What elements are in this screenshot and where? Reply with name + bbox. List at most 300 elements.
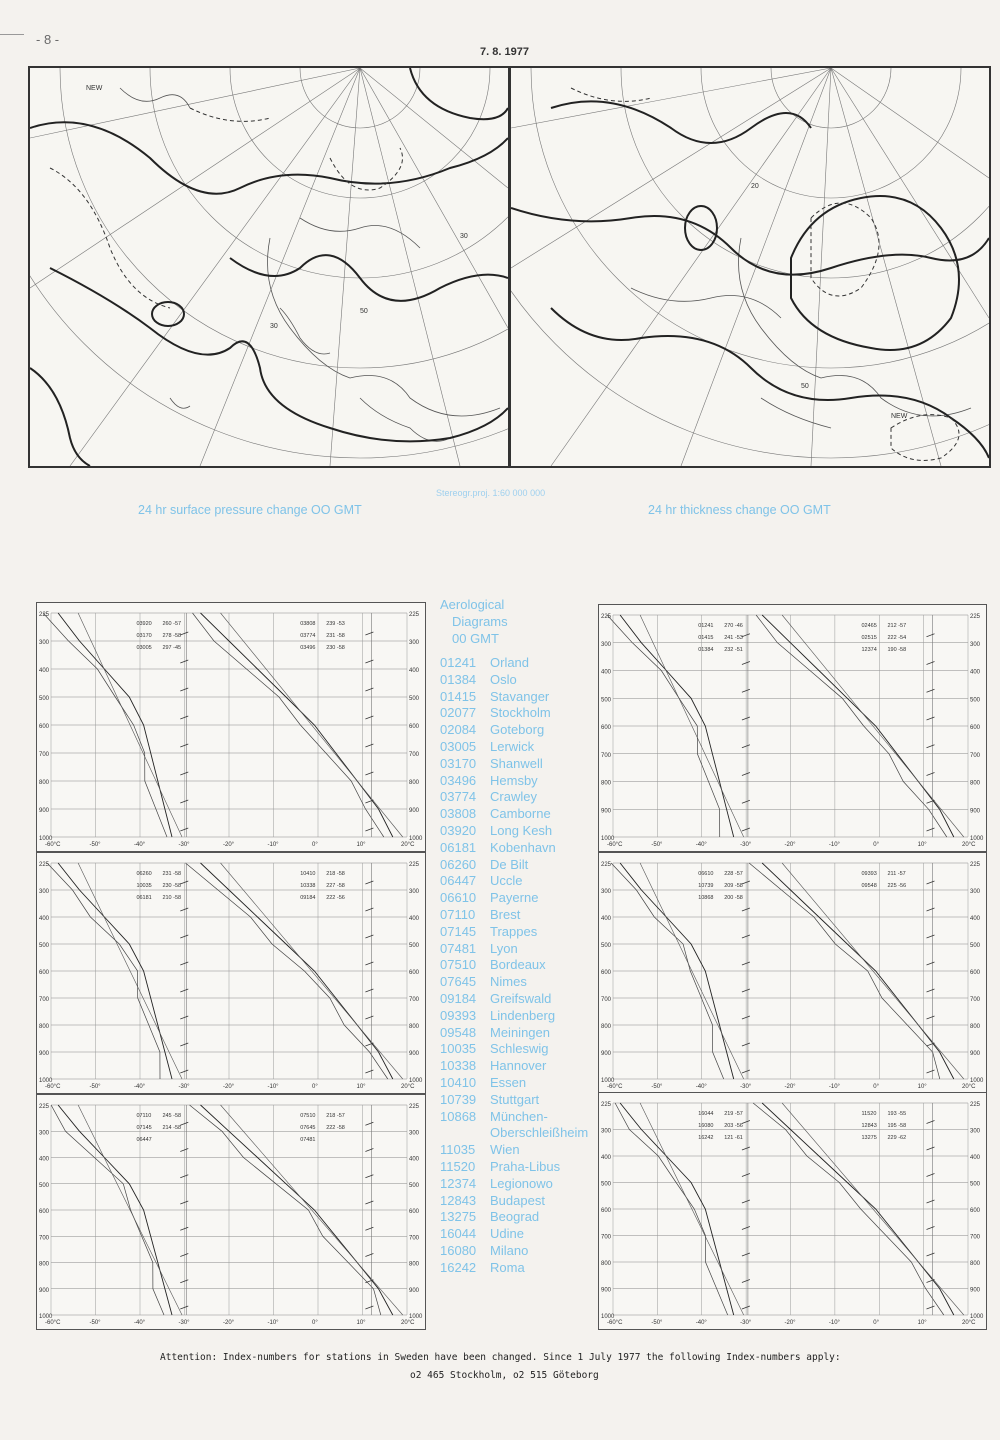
pressure-label: 225 bbox=[409, 612, 420, 618]
pressure-label: 900 bbox=[409, 1051, 420, 1057]
station-name: Goteborg bbox=[490, 722, 545, 738]
pressure-label: 800 bbox=[39, 1024, 50, 1030]
station-number: 07110 bbox=[440, 906, 476, 922]
station-number: 13275 bbox=[440, 1209, 477, 1225]
station-number: 12374 bbox=[440, 1175, 477, 1191]
inset-value: 218 -58 bbox=[326, 871, 345, 877]
temperature-label: -10° bbox=[828, 842, 840, 848]
inset-station: 06447 bbox=[136, 1137, 152, 1143]
station-row bbox=[440, 705, 592, 722]
inset-value: 228 -57 bbox=[724, 871, 743, 877]
temperature-label: 0° bbox=[312, 1320, 318, 1326]
pressure-label: 400 bbox=[39, 668, 50, 674]
pressure-label: 900 bbox=[39, 1287, 50, 1294]
wind-barb bbox=[365, 828, 373, 831]
svg-text:30: 30 bbox=[270, 323, 278, 330]
inset-station: 09393 bbox=[861, 871, 877, 877]
pressure-label: 700 bbox=[601, 752, 612, 759]
station-row bbox=[440, 739, 592, 756]
pressure-label: 600 bbox=[39, 1209, 50, 1215]
inset-station: 03005 bbox=[136, 645, 152, 651]
inset-station: 06181 bbox=[136, 895, 152, 901]
temperature-label: -30° bbox=[740, 1320, 752, 1326]
pressure-label: 400 bbox=[601, 1155, 612, 1161]
pressure-label: 700 bbox=[970, 997, 981, 1003]
pressure-label: 800 bbox=[601, 1261, 612, 1267]
station-name: Roma bbox=[490, 1259, 525, 1275]
station-number: 10739 bbox=[440, 1091, 477, 1107]
station-number: 02084 bbox=[440, 722, 477, 738]
pressure-label: 300 bbox=[970, 641, 981, 648]
pressure-label: 700 bbox=[970, 752, 981, 759]
pressure-label: 600 bbox=[970, 725, 981, 731]
svg-text:30: 30 bbox=[460, 233, 468, 240]
temperature-label: -50° bbox=[89, 1320, 101, 1326]
station-number: 07510 bbox=[440, 957, 477, 973]
pressure-label: 800 bbox=[409, 1261, 420, 1268]
wind-barb bbox=[365, 1149, 373, 1152]
wind-barb bbox=[365, 632, 373, 635]
station-number: 03005 bbox=[440, 738, 477, 754]
station-name: De Bilt bbox=[490, 856, 529, 872]
station-row bbox=[440, 1008, 592, 1025]
inset-station: 10338 bbox=[300, 883, 316, 889]
inset-station: 07481 bbox=[300, 1137, 316, 1143]
pressure-label: 700 bbox=[39, 752, 50, 758]
aerological-diagram bbox=[36, 602, 426, 852]
inset-value: 270 -46 bbox=[724, 623, 743, 629]
temperature-label: -40° bbox=[134, 1084, 146, 1090]
station-name: Hannover bbox=[490, 1058, 547, 1074]
wind-barb bbox=[365, 800, 373, 803]
pressure-label: 600 bbox=[970, 970, 981, 976]
inset-station: 03496 bbox=[300, 645, 316, 651]
station-number: 16242 bbox=[440, 1259, 477, 1275]
station-number: 07481 bbox=[440, 940, 477, 956]
temperature-label: -60°C bbox=[607, 1084, 623, 1090]
station-name: Legionowo bbox=[490, 1175, 553, 1191]
temperature-label: -20° bbox=[223, 1320, 235, 1326]
pressure-label: 500 bbox=[970, 943, 981, 949]
wind-barb bbox=[927, 773, 935, 776]
station-row bbox=[440, 890, 592, 907]
pressure-label: 225 bbox=[409, 862, 420, 868]
pressure-label: 225 bbox=[970, 614, 981, 620]
station-number: 03808 bbox=[440, 806, 477, 822]
station-name: Oberschleißheim bbox=[490, 1125, 589, 1141]
pressure-label: 900 bbox=[601, 1287, 612, 1294]
pressure-label: 225 bbox=[39, 612, 50, 618]
temperature-label: -20° bbox=[223, 1084, 235, 1090]
temperature-label: -30° bbox=[178, 1084, 190, 1090]
pressure-label: 700 bbox=[601, 997, 612, 1003]
pressure-label: 800 bbox=[601, 1024, 612, 1030]
temperature-label: -40° bbox=[134, 1320, 146, 1326]
surface-pressure-map-drawing bbox=[30, 68, 508, 466]
station-name: Stockholm bbox=[490, 705, 551, 721]
station-row bbox=[440, 1075, 592, 1092]
legend-title-line: Aerological bbox=[440, 597, 505, 612]
station-legend bbox=[440, 596, 592, 1276]
inset-value: 230 -58 bbox=[326, 645, 345, 651]
temperature-label: 0° bbox=[312, 1084, 318, 1090]
station-row bbox=[440, 756, 592, 773]
pressure-label: 1000 bbox=[601, 1314, 615, 1320]
wind-barb bbox=[365, 1254, 373, 1257]
wind-barb bbox=[365, 716, 373, 719]
station-name: Uccle bbox=[490, 873, 523, 889]
temperature-label: -10° bbox=[267, 1084, 279, 1090]
pressure-label: 500 bbox=[970, 1181, 981, 1188]
temperature-label: 10° bbox=[917, 1084, 927, 1090]
inset-value: 239 -53 bbox=[326, 621, 345, 627]
temperature-label: -30° bbox=[740, 842, 752, 848]
inset-value: 195 -58 bbox=[887, 1123, 907, 1129]
inset-station: 03920 bbox=[136, 621, 152, 627]
pressure-label: 600 bbox=[601, 1208, 612, 1214]
station-row bbox=[440, 991, 592, 1008]
temperature-label: -20° bbox=[784, 1320, 796, 1326]
station-row bbox=[440, 957, 592, 974]
station-name: Stuttgart bbox=[490, 1091, 540, 1107]
temperature-label: -20° bbox=[223, 842, 235, 848]
pressure-label: 500 bbox=[601, 697, 612, 704]
temperature-label: -60°C bbox=[45, 1320, 61, 1326]
temperature-label: -40° bbox=[695, 842, 707, 848]
pressure-label: 225 bbox=[601, 1102, 612, 1108]
inset-value: 222 -58 bbox=[326, 1125, 345, 1131]
station-number: 06181 bbox=[440, 839, 477, 855]
temperature-label: -60°C bbox=[607, 1320, 623, 1326]
station-name: Wien bbox=[490, 1142, 520, 1158]
station-row bbox=[440, 1260, 592, 1277]
inset-value: 245 -58 bbox=[162, 1113, 182, 1119]
pressure-label: 500 bbox=[409, 1182, 420, 1189]
inset-value: 219 -57 bbox=[724, 1111, 743, 1117]
station-row bbox=[440, 1193, 592, 1210]
station-name: Brest bbox=[490, 906, 521, 922]
temperature-label: -50° bbox=[651, 842, 663, 848]
inset-value: 210 -58 bbox=[162, 895, 182, 901]
pressure-label: 600 bbox=[970, 1208, 981, 1214]
temperature-label: 10° bbox=[917, 842, 927, 848]
temperature-label: -60°C bbox=[45, 842, 61, 848]
wind-barb bbox=[365, 1175, 373, 1178]
station-number: 06260 bbox=[440, 856, 477, 872]
aerological-diagram bbox=[598, 604, 987, 852]
pressure-label: 400 bbox=[970, 916, 981, 922]
station-number: 01241 bbox=[440, 655, 477, 670]
station-number: 16044 bbox=[440, 1226, 477, 1242]
pressure-label: 300 bbox=[409, 1130, 420, 1137]
pressure-label: 800 bbox=[409, 780, 420, 786]
pressure-label: 600 bbox=[409, 1209, 420, 1215]
temperature-label: 20°C bbox=[962, 1084, 976, 1090]
pressure-label: 225 bbox=[601, 614, 612, 620]
pressure-label: 500 bbox=[39, 696, 50, 702]
diagram-svg bbox=[37, 603, 425, 851]
station-row bbox=[440, 655, 592, 672]
legend-title-line: Diagrams bbox=[452, 614, 508, 629]
pressure-label: 1000 bbox=[970, 836, 984, 842]
pressure-label: 400 bbox=[601, 916, 612, 922]
pressure-label: 1000 bbox=[601, 836, 615, 842]
pressure-label: 300 bbox=[39, 640, 50, 646]
svg-text:NEW: NEW bbox=[86, 85, 103, 92]
wind-barb bbox=[927, 1121, 935, 1124]
svg-text:50: 50 bbox=[801, 383, 809, 390]
wind-barb bbox=[365, 1122, 373, 1125]
pressure-label: 700 bbox=[601, 1234, 612, 1241]
thickness-change-map bbox=[509, 66, 991, 468]
station-number: 07645 bbox=[440, 974, 477, 990]
wind-barb bbox=[927, 1070, 935, 1073]
temperature-label: 10° bbox=[356, 1320, 366, 1326]
station-row bbox=[440, 873, 592, 890]
station-name: Praha-Libus bbox=[490, 1158, 561, 1174]
wind-barb bbox=[365, 1016, 373, 1019]
station-number: 11520 bbox=[440, 1158, 476, 1174]
aerological-diagram bbox=[598, 852, 987, 1094]
wind-barb bbox=[927, 745, 935, 748]
wind-barb bbox=[365, 908, 373, 911]
temperature-label: -20° bbox=[784, 1084, 796, 1090]
pressure-label: 700 bbox=[409, 997, 420, 1003]
wind-barb bbox=[365, 1227, 373, 1230]
wind-barb bbox=[365, 962, 373, 965]
wind-barb bbox=[365, 935, 373, 938]
inset-station: 09184 bbox=[300, 895, 316, 901]
wind-barb bbox=[927, 717, 935, 720]
pressure-label: 1000 bbox=[39, 1314, 53, 1320]
pressure-label: 225 bbox=[970, 862, 981, 868]
station-name: Payerne bbox=[490, 890, 539, 906]
pressure-label: 900 bbox=[970, 808, 981, 815]
station-number: 09184 bbox=[440, 990, 477, 1006]
pressure-label: 400 bbox=[970, 1155, 981, 1161]
projection-label: Stereogr.proj. 1:60 000 000 bbox=[436, 488, 546, 498]
inset-value: 231 -58 bbox=[326, 633, 345, 639]
wind-barb bbox=[927, 689, 935, 692]
temperature-label: -10° bbox=[828, 1320, 840, 1326]
station-name: Stavanger bbox=[490, 688, 550, 704]
pressure-label: 700 bbox=[409, 752, 420, 758]
pressure-label: 800 bbox=[970, 1261, 981, 1267]
pressure-label: 600 bbox=[39, 724, 50, 730]
pressure-label: 225 bbox=[39, 862, 50, 868]
inset-station: 07645 bbox=[300, 1125, 316, 1131]
pressure-label: 1000 bbox=[601, 1078, 615, 1084]
aerological-diagram bbox=[598, 1092, 987, 1330]
inset-station: 03808 bbox=[300, 621, 316, 627]
pressure-label: 700 bbox=[970, 1234, 981, 1241]
station-row bbox=[440, 1025, 592, 1042]
station-name: Kobenhavn bbox=[490, 839, 556, 855]
wind-barb bbox=[927, 1253, 935, 1256]
station-name: Greifswald bbox=[490, 990, 552, 1006]
inset-station: 12843 bbox=[861, 1123, 877, 1129]
inset-value: 211 -57 bbox=[887, 871, 906, 877]
inset-station: 01384 bbox=[698, 647, 714, 653]
station-number: 03496 bbox=[440, 772, 477, 788]
station-number: 10035 bbox=[440, 1041, 477, 1057]
inset-value: 212 -57 bbox=[887, 623, 907, 629]
inset-value: 241 -53 bbox=[724, 635, 743, 641]
inset-value: 209 -58 bbox=[724, 883, 743, 889]
wind-barb bbox=[927, 1016, 935, 1019]
wind-barb bbox=[365, 772, 373, 775]
station-number: 09393 bbox=[440, 1007, 477, 1023]
station-name: Meiningen bbox=[490, 1024, 550, 1040]
svg-text:NEW: NEW bbox=[891, 413, 908, 420]
station-name: Shanwell bbox=[490, 755, 543, 771]
diagram-svg bbox=[37, 853, 425, 1093]
pressure-label: 400 bbox=[970, 669, 981, 676]
pressure-label: 400 bbox=[409, 1156, 420, 1163]
station-number: 07145 bbox=[440, 923, 477, 939]
inset-value: 297 -45 bbox=[162, 645, 182, 651]
temperature-label: -10° bbox=[828, 1084, 840, 1090]
station-row bbox=[440, 789, 592, 806]
diagram-svg bbox=[599, 605, 986, 851]
inset-station: 16044 bbox=[698, 1111, 714, 1117]
temperature-label: -10° bbox=[267, 842, 279, 848]
inset-station: 01241 bbox=[698, 623, 714, 629]
pressure-label: 225 bbox=[39, 1104, 50, 1110]
pressure-label: 400 bbox=[409, 668, 420, 674]
inset-station: 02465 bbox=[861, 623, 877, 629]
wind-barb bbox=[927, 989, 935, 992]
wind-barb bbox=[927, 935, 935, 938]
wind-barb bbox=[927, 1147, 935, 1150]
temperature-label: -50° bbox=[651, 1320, 663, 1326]
station-row bbox=[440, 1125, 592, 1142]
inset-value: 227 -58 bbox=[326, 883, 345, 889]
station-number: 06610 bbox=[440, 890, 477, 906]
temperature-label: 10° bbox=[356, 842, 366, 848]
inset-station: 10868 bbox=[698, 895, 714, 901]
diagram-svg bbox=[37, 1095, 425, 1329]
temperature-label: -30° bbox=[178, 842, 190, 848]
pressure-label: 1000 bbox=[39, 836, 53, 842]
inset-value: 203 -56 bbox=[724, 1123, 743, 1129]
pressure-label: 400 bbox=[601, 669, 612, 676]
pressure-label: 300 bbox=[409, 640, 420, 646]
station-name: Crawley bbox=[490, 789, 537, 805]
inset-value: 229 -62 bbox=[887, 1135, 907, 1141]
inset-station: 07145 bbox=[136, 1125, 152, 1131]
wind-barb bbox=[927, 962, 935, 965]
station-row bbox=[440, 1209, 592, 1226]
inset-value: 190 -58 bbox=[887, 647, 907, 653]
pressure-label: 300 bbox=[601, 1128, 612, 1135]
pressure-label: 900 bbox=[970, 1287, 981, 1294]
station-row bbox=[440, 1041, 592, 1058]
wind-barb bbox=[365, 1201, 373, 1204]
station-name: Beograd bbox=[490, 1209, 540, 1225]
pressure-label: 600 bbox=[601, 725, 612, 731]
pressure-label: 600 bbox=[409, 724, 420, 730]
pressure-label: 900 bbox=[601, 1051, 612, 1057]
pressure-label: 300 bbox=[409, 889, 420, 895]
wind-barb bbox=[365, 1306, 373, 1309]
wind-barb bbox=[927, 828, 935, 831]
station-row bbox=[440, 907, 592, 924]
inset-station: 10035 bbox=[136, 883, 152, 889]
station-row bbox=[440, 1226, 592, 1243]
pressure-label: 225 bbox=[601, 862, 612, 868]
pressure-label: 500 bbox=[39, 943, 50, 949]
station-number: 16080 bbox=[440, 1242, 477, 1258]
station-name: Trappes bbox=[490, 923, 538, 939]
pressure-label: 600 bbox=[39, 970, 50, 976]
station-name: Udine bbox=[490, 1226, 524, 1242]
station-row bbox=[440, 1243, 592, 1260]
inset-value: 278 -58 bbox=[162, 633, 182, 639]
inset-value: 232 -51 bbox=[724, 647, 743, 653]
station-row bbox=[440, 773, 592, 790]
station-row bbox=[440, 1159, 592, 1176]
pressure-label: 1000 bbox=[409, 1314, 423, 1320]
station-name: München- bbox=[490, 1108, 548, 1124]
pressure-label: 800 bbox=[601, 780, 612, 787]
station-name: Essen bbox=[490, 1074, 527, 1090]
station-list bbox=[440, 655, 592, 1276]
pressure-label: 400 bbox=[39, 916, 50, 922]
footer-notice: Attention: Index-numbers for stations in Sweden have been changed. Since 1 July 1977 the following Index-numbers apply: bbox=[160, 1352, 841, 1363]
inset-station: 13275 bbox=[861, 1135, 877, 1141]
temperature-label: 0° bbox=[873, 1320, 879, 1326]
temperature-label: -50° bbox=[651, 1084, 663, 1090]
station-number: 01384 bbox=[440, 671, 477, 687]
station-row bbox=[440, 1058, 592, 1075]
station-name: Hemsby bbox=[490, 772, 538, 788]
inset-station: 03774 bbox=[300, 633, 316, 639]
inset-value: 222 -54 bbox=[887, 635, 907, 641]
temperature-label: -40° bbox=[695, 1320, 707, 1326]
station-number: 10410 bbox=[440, 1074, 477, 1090]
pressure-label: 800 bbox=[39, 780, 50, 786]
inset-station: 11520 bbox=[861, 1111, 877, 1117]
temperature-label: -30° bbox=[178, 1320, 190, 1326]
pressure-label: 900 bbox=[970, 1051, 981, 1057]
pressure-label: 700 bbox=[409, 1235, 420, 1242]
inset-value: 200 -58 bbox=[724, 895, 743, 901]
inset-station: 09548 bbox=[861, 883, 877, 889]
station-name: Schleswig bbox=[490, 1041, 549, 1057]
wind-barb bbox=[927, 634, 935, 637]
station-name: Long Kesh bbox=[490, 822, 553, 838]
temperature-label: -50° bbox=[89, 842, 101, 848]
page-rule bbox=[0, 34, 24, 35]
pressure-label: 900 bbox=[39, 1051, 50, 1057]
wind-barb bbox=[927, 662, 935, 665]
pressure-label: 800 bbox=[970, 1024, 981, 1030]
pressure-label: 1000 bbox=[970, 1314, 984, 1320]
wind-barb bbox=[365, 744, 373, 747]
station-name: Orland bbox=[490, 655, 530, 670]
pressure-label: 300 bbox=[39, 889, 50, 895]
station-name: Nimes bbox=[490, 974, 527, 990]
pressure-label: 600 bbox=[409, 970, 420, 976]
diagram-svg bbox=[599, 1093, 986, 1329]
inset-station: 06610 bbox=[698, 871, 714, 877]
pressure-label: 1000 bbox=[39, 1078, 53, 1084]
pressure-label: 300 bbox=[39, 1130, 50, 1137]
temperature-label: -40° bbox=[134, 842, 146, 848]
pressure-label: 1000 bbox=[409, 1078, 423, 1084]
pressure-label: 900 bbox=[409, 808, 420, 814]
